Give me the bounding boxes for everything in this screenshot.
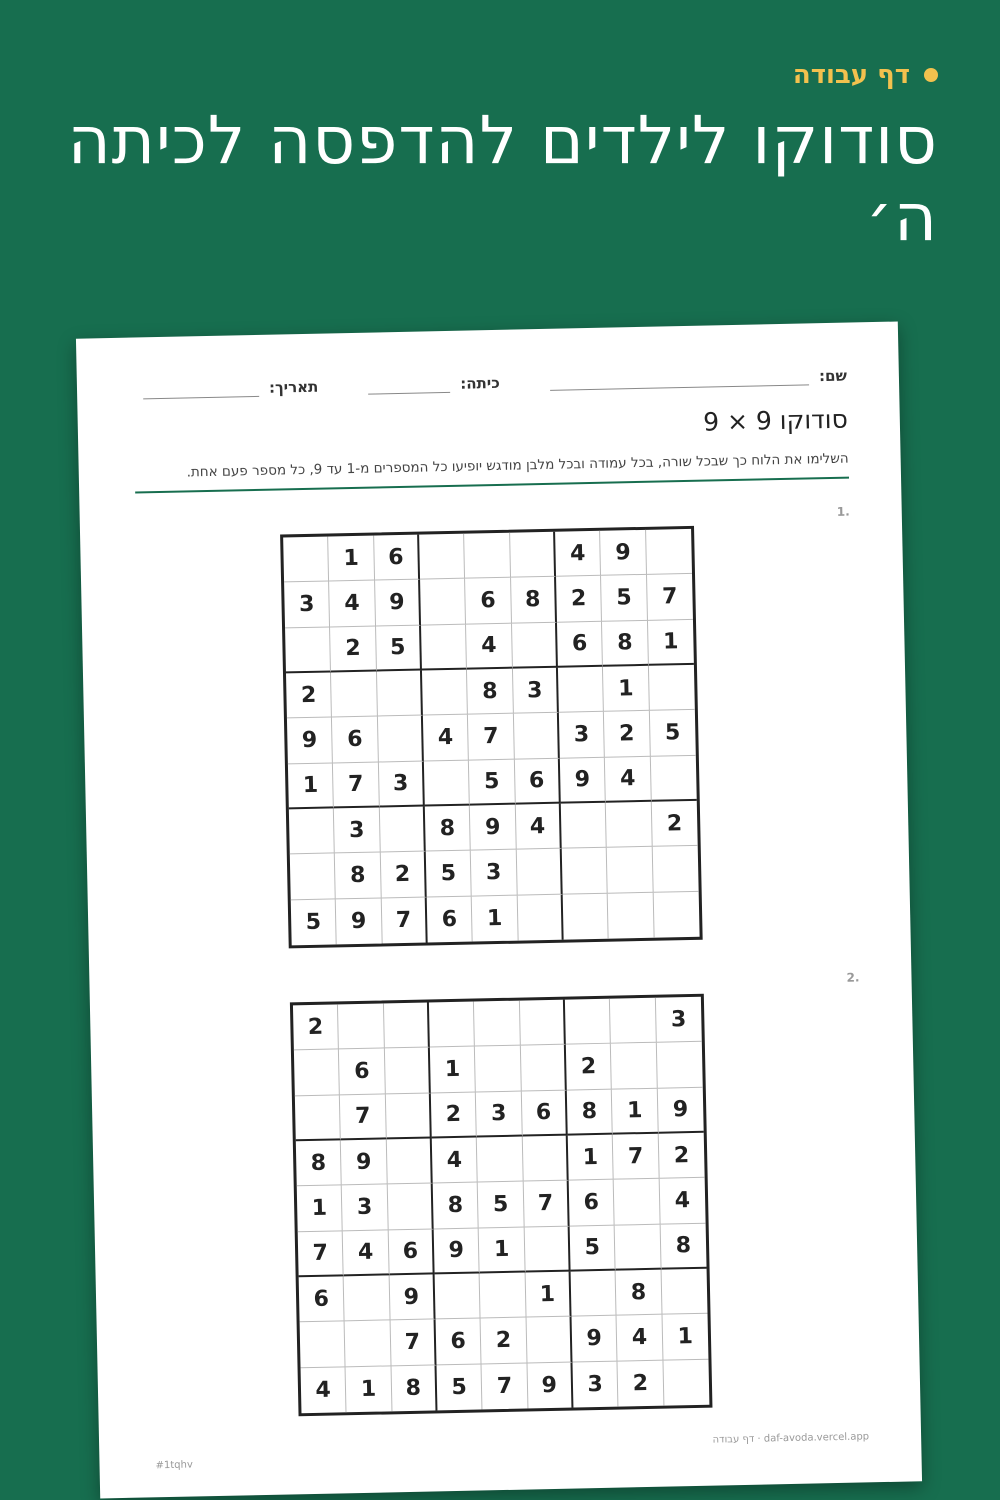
sudoku-cell[interactable] <box>300 1322 346 1368</box>
sudoku-cell: 1 <box>662 1314 708 1360</box>
sudoku-cell: 8 <box>425 806 471 852</box>
sudoku-cell: 9 <box>341 1139 387 1185</box>
sudoku-cell[interactable] <box>422 670 468 716</box>
puzzle-number: 1. <box>836 504 850 519</box>
sudoku-cell[interactable] <box>387 1184 433 1230</box>
sudoku-cell: 3 <box>379 761 425 807</box>
instructions-text: השלימו את הלוח כך שבכל שורה, בכל עמודה ובכל מלבן מודגש יופיעו כל המספרים מ-1 עד 9, כל מספר פעם אחת. <box>135 451 849 494</box>
sudoku-cell: 2 <box>658 1133 704 1179</box>
sudoku-cell: 9 <box>336 898 382 944</box>
sudoku-cell[interactable] <box>289 808 335 854</box>
sudoku-cell: 9 <box>470 805 516 851</box>
sudoku-cell[interactable] <box>571 1271 617 1317</box>
sudoku-cell: 1 <box>346 1366 392 1412</box>
sudoku-cell: 8 <box>391 1365 437 1411</box>
sudoku-cell: 2 <box>604 711 650 757</box>
sudoku-cell[interactable] <box>653 891 699 937</box>
puzzle-number: 2. <box>846 970 860 985</box>
sudoku-cell: 4 <box>605 756 651 802</box>
sudoku-cell: 1 <box>288 763 334 809</box>
sudoku-cell[interactable] <box>384 1002 430 1048</box>
sudoku-cell[interactable] <box>421 624 467 670</box>
sudoku-cell: 1 <box>603 666 649 712</box>
sudoku-cell[interactable] <box>386 1138 432 1184</box>
sudoku-cell: 8 <box>660 1223 706 1269</box>
sudoku-cell[interactable] <box>614 1179 660 1225</box>
sudoku-cell: 9 <box>600 530 646 576</box>
sudoku-cell[interactable] <box>290 854 336 900</box>
sudoku-cell: 8 <box>511 577 557 623</box>
sudoku-cell[interactable] <box>661 1269 707 1315</box>
sudoku-cell: 8 <box>296 1140 342 1186</box>
sudoku-cell: 8 <box>467 669 513 715</box>
sudoku-cell[interactable] <box>338 1003 384 1049</box>
sudoku-cell[interactable] <box>646 529 692 575</box>
sudoku-cell[interactable] <box>526 1317 572 1363</box>
sudoku-cell: 4 <box>659 1178 705 1224</box>
sudoku-cell: 3 <box>476 1091 522 1137</box>
date-label: תאריך: <box>268 377 319 397</box>
sudoku-cell: 5 <box>426 851 472 897</box>
sudoku-cell[interactable] <box>295 1095 341 1141</box>
footer-id: #1tqhv <box>155 1459 193 1472</box>
sudoku-cell: 6 <box>436 1319 482 1365</box>
date-field[interactable] <box>143 380 259 399</box>
sudoku-cell[interactable] <box>435 1273 481 1319</box>
sudoku-cell[interactable] <box>514 713 560 759</box>
sudoku-cell[interactable] <box>344 1275 390 1321</box>
sudoku-cell: 6 <box>427 896 473 942</box>
sudoku-cell: 5 <box>376 625 422 671</box>
sudoku-cell: 9 <box>657 1087 703 1133</box>
sudoku-cell[interactable] <box>561 803 607 849</box>
sudoku-cell: 6 <box>569 1180 615 1226</box>
sudoku-cell: 1 <box>328 536 374 582</box>
student-fields <box>133 367 847 400</box>
sudoku-cell: 2 <box>651 801 697 847</box>
sudoku-cell: 1 <box>612 1088 658 1134</box>
sudoku-cell[interactable] <box>565 999 611 1045</box>
sudoku-cell[interactable] <box>474 1001 520 1047</box>
sudoku-cell: 4 <box>301 1367 347 1413</box>
sudoku-cell: 4 <box>466 623 512 669</box>
sudoku-cell: 9 <box>389 1274 435 1320</box>
sudoku-cell: 7 <box>523 1181 569 1227</box>
sudoku-cell[interactable] <box>520 1000 566 1046</box>
sudoku-cell: 2 <box>380 852 426 898</box>
sudoku-cell: 3 <box>572 1361 618 1407</box>
sudoku-grid-2 <box>290 994 713 1417</box>
sudoku-cell: 1 <box>568 1135 614 1181</box>
sudoku-cell: 8 <box>335 853 381 899</box>
sudoku-cell: 9 <box>434 1228 480 1274</box>
sudoku-cell[interactable] <box>512 622 558 668</box>
footer-site: daf-avoda.vercel.app · דף עבודה <box>712 1431 870 1446</box>
sudoku-cell: 2 <box>286 672 332 718</box>
sudoku-cell[interactable] <box>385 1093 431 1139</box>
sudoku-cell[interactable] <box>377 671 423 717</box>
badge-label: דף עבודה <box>792 60 910 90</box>
sudoku-cell: 5 <box>570 1225 616 1271</box>
sudoku-cell: 6 <box>299 1276 345 1322</box>
sheet-title: סודוקו 9 × 9 <box>702 404 849 437</box>
sudoku-cell: 1 <box>648 620 694 666</box>
page-title: סודוקו לילדים להדפסה לכיתה ה׳ <box>67 102 938 256</box>
sudoku-cell[interactable] <box>429 1002 475 1048</box>
sudoku-cell: 4 <box>555 531 601 577</box>
sudoku-cell: 3 <box>656 997 702 1043</box>
sudoku-cell: 3 <box>342 1185 388 1231</box>
sudoku-cell: 5 <box>650 710 696 756</box>
sudoku-cell: 2 <box>566 1044 612 1090</box>
sudoku-cell: 2 <box>618 1360 664 1406</box>
class-label: כיתה: <box>460 373 500 393</box>
class-field[interactable] <box>368 376 450 395</box>
sudoku-cell: 8 <box>616 1270 662 1316</box>
sudoku-cell: 5 <box>437 1364 483 1410</box>
sudoku-cell[interactable] <box>522 1136 568 1182</box>
sudoku-cell[interactable] <box>606 802 652 848</box>
sudoku-cell: 4 <box>329 581 375 627</box>
sudoku-cell: 4 <box>432 1137 478 1183</box>
sudoku-cell: 8 <box>433 1183 479 1229</box>
sudoku-cell: 1 <box>525 1272 571 1318</box>
sudoku-cell[interactable] <box>610 998 656 1044</box>
bullet-dot-icon <box>924 68 938 82</box>
sudoku-cell: 4 <box>617 1315 663 1361</box>
sudoku-cell: 4 <box>515 804 561 850</box>
sudoku-cell: 5 <box>291 899 337 945</box>
sudoku-cell: 5 <box>478 1182 524 1228</box>
sudoku-cell: 6 <box>388 1229 434 1275</box>
sudoku-cell[interactable] <box>652 846 698 892</box>
worksheet-badge <box>793 60 938 90</box>
sudoku-cell[interactable] <box>419 534 465 580</box>
sudoku-cell: 4 <box>423 715 469 761</box>
sudoku-cell: 6 <box>332 717 378 763</box>
sudoku-cell[interactable] <box>480 1273 526 1319</box>
sudoku-cell: 3 <box>559 712 605 758</box>
sudoku-cell: 9 <box>560 757 606 803</box>
sudoku-cell[interactable] <box>615 1224 661 1270</box>
sudoku-cell: 2 <box>431 1092 477 1138</box>
sudoku-cell[interactable] <box>345 1321 391 1367</box>
sudoku-cell: 3 <box>513 668 559 714</box>
sudoku-cell: 1 <box>297 1186 343 1232</box>
sudoku-cell: 7 <box>482 1363 528 1409</box>
sudoku-cell: 3 <box>334 807 380 853</box>
sudoku-cell: 3 <box>471 850 517 896</box>
sudoku-cell: 4 <box>343 1230 389 1276</box>
sudoku-cell[interactable] <box>464 533 510 579</box>
sudoku-cell[interactable] <box>608 892 654 938</box>
sudoku-cell[interactable] <box>385 1048 431 1094</box>
sudoku-cell[interactable] <box>475 1046 521 1092</box>
sudoku-cell: 9 <box>527 1362 573 1408</box>
sudoku-cell: 6 <box>521 1090 567 1136</box>
sudoku-cell: 7 <box>298 1231 344 1277</box>
sudoku-cell: 8 <box>602 620 648 666</box>
sudoku-cell: 1 <box>430 1047 476 1093</box>
sudoku-cell: 2 <box>293 1004 339 1050</box>
sudoku-cell[interactable] <box>477 1137 523 1183</box>
sudoku-cell[interactable] <box>563 893 609 939</box>
sudoku-cell[interactable] <box>521 1045 567 1091</box>
sudoku-cell[interactable] <box>656 1042 702 1088</box>
sudoku-cell: 7 <box>390 1320 436 1366</box>
sudoku-cell[interactable] <box>283 536 329 582</box>
sudoku-cell[interactable] <box>558 667 604 713</box>
sudoku-cell[interactable] <box>649 665 695 711</box>
sudoku-cell[interactable] <box>294 1050 340 1096</box>
sudoku-cell: 7 <box>333 762 379 808</box>
sudoku-cell[interactable] <box>524 1226 570 1272</box>
sudoku-cell: 2 <box>556 576 602 622</box>
sudoku-cell[interactable] <box>516 849 562 895</box>
sudoku-cell: 7 <box>468 714 514 760</box>
sudoku-cell[interactable] <box>650 756 696 802</box>
sudoku-cell: 6 <box>515 758 561 804</box>
sudoku-cell: 7 <box>647 574 693 620</box>
sudoku-cell: 6 <box>374 535 420 581</box>
sudoku-cell: 9 <box>572 1316 618 1362</box>
sudoku-cell: 6 <box>339 1049 385 1095</box>
name-field[interactable] <box>550 368 810 390</box>
sudoku-cell[interactable] <box>285 627 331 673</box>
sudoku-cell[interactable] <box>510 532 556 578</box>
sudoku-cell: 5 <box>601 575 647 621</box>
sudoku-cell: 7 <box>613 1134 659 1180</box>
sudoku-cell: 9 <box>375 580 421 626</box>
sudoku-cell: 9 <box>287 718 333 764</box>
sudoku-cell[interactable] <box>663 1359 709 1405</box>
sudoku-grid-1 <box>280 526 703 949</box>
sudoku-cell[interactable] <box>611 1043 657 1089</box>
sudoku-cell[interactable] <box>607 847 653 893</box>
sudoku-cell[interactable] <box>379 807 425 853</box>
sudoku-cell[interactable] <box>424 760 470 806</box>
sudoku-cell: 7 <box>381 897 427 943</box>
sudoku-cell[interactable] <box>420 579 466 625</box>
worksheet-page <box>76 322 922 1499</box>
sudoku-cell: 3 <box>284 582 330 628</box>
sudoku-cell[interactable] <box>562 848 608 894</box>
sudoku-cell[interactable] <box>517 894 563 940</box>
sudoku-cell: 7 <box>340 1094 386 1140</box>
sudoku-cell: 2 <box>481 1318 527 1364</box>
sudoku-cell[interactable] <box>378 716 424 762</box>
sudoku-cell: 6 <box>465 578 511 624</box>
sudoku-cell[interactable] <box>331 671 377 717</box>
sudoku-cell: 2 <box>330 626 376 672</box>
sudoku-cell: 1 <box>472 895 518 941</box>
sudoku-cell: 1 <box>479 1227 525 1273</box>
sudoku-cell: 8 <box>567 1089 613 1135</box>
name-label: שם: <box>818 366 848 386</box>
sudoku-cell: 5 <box>469 759 515 805</box>
sudoku-cell: 6 <box>557 621 603 667</box>
